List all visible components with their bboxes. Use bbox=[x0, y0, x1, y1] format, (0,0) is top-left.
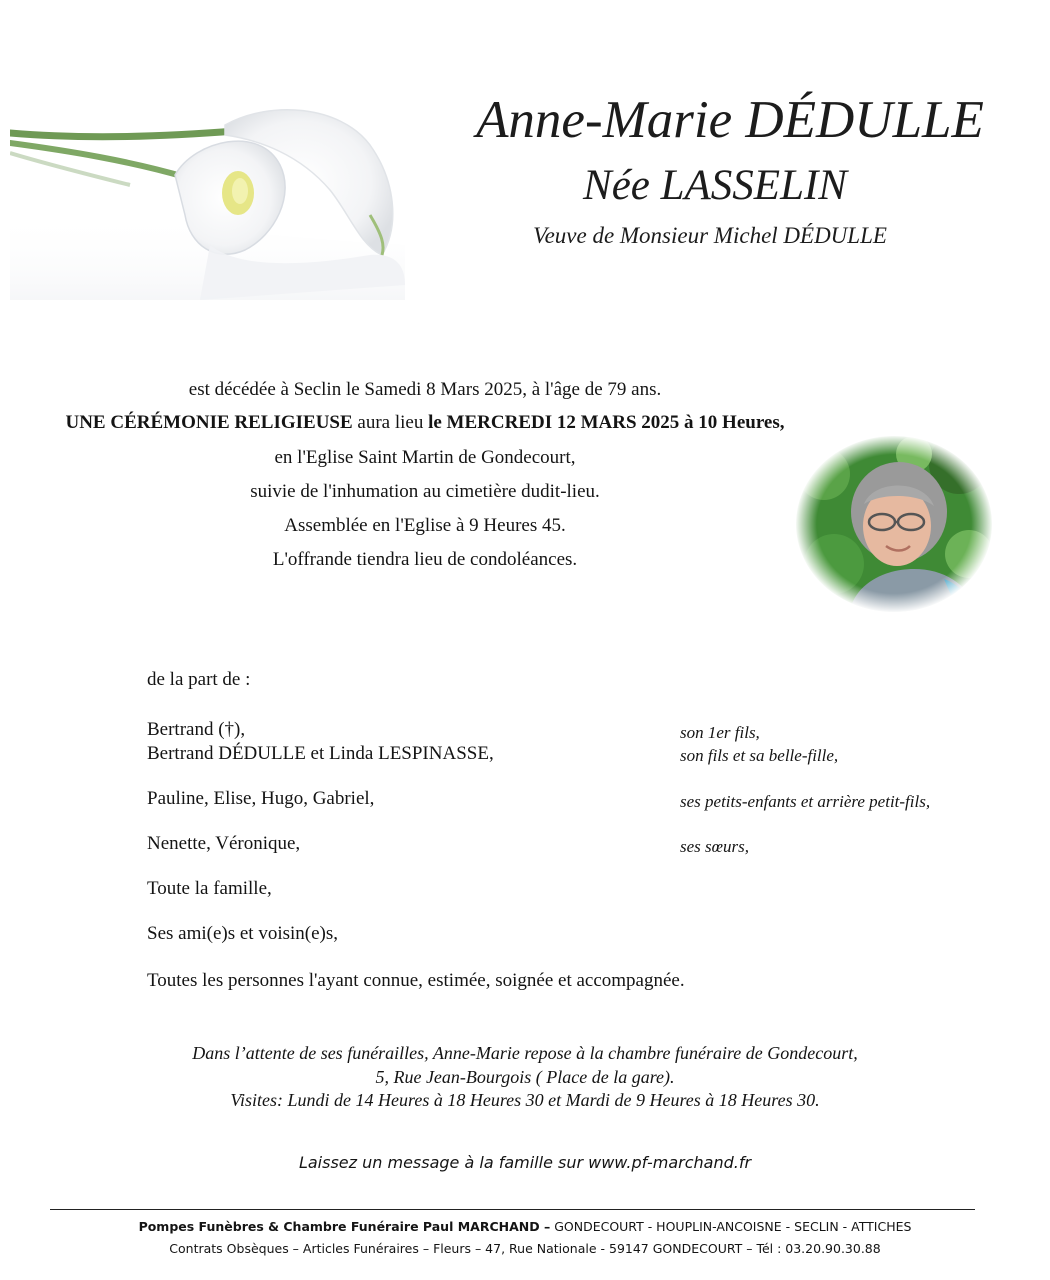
family-member-name: Toute la famille, bbox=[147, 878, 272, 899]
funeral-home-address: 5, Rue Jean-Bourgois ( Place de la gare). bbox=[375, 1067, 675, 1087]
church-line: en l'Eglise Saint Martin de Gondecourt, bbox=[274, 447, 576, 468]
funeral-home-line: Dans l’attente de ses funérailles, Anne-Marie repose à la chambre funéraire de Gondecourt, bbox=[192, 1043, 858, 1063]
offering-line: L'offrande tiendra lieu de condoléances. bbox=[272, 549, 578, 570]
assembly-line: Assemblée en l'Eglise à 9 Heures 45. bbox=[284, 515, 566, 536]
family-member-name: Bertrand DÉDULLE et Linda LESPINASSE, bbox=[147, 743, 494, 764]
family-member-name: Pauline, Elise, Hugo, Gabriel, bbox=[147, 788, 375, 809]
widow-of-line: Veuve de Monsieur Michel DÉDULLE bbox=[533, 223, 887, 248]
family-member-name: Bertrand (†), bbox=[147, 719, 246, 740]
family-member-relation: son 1er fils, bbox=[680, 723, 760, 742]
family-member-name: Toutes les personnes l'ayant connue, estimée, soignée et accompagnée. bbox=[147, 970, 685, 991]
birth-name: Née LASSELIN bbox=[583, 162, 847, 209]
family-member-relation: son fils et sa belle-fille, bbox=[680, 746, 839, 765]
footer-divider bbox=[50, 1209, 975, 1210]
ceremony-connector: aura lieu bbox=[352, 412, 429, 433]
family-member-relation: ses sœurs, bbox=[680, 837, 749, 856]
deceased-name: Anne-Marie DÉDULLE bbox=[476, 91, 984, 149]
family-member-name: Ses ami(e)s et voisin(e)s, bbox=[147, 923, 339, 944]
footer-locations: GONDECOURT - HOUPLIN-ANCOISNE - SECLIN - ATTICHES bbox=[550, 1219, 912, 1234]
calla-lily-image bbox=[10, 95, 405, 300]
from-label: de la part de : bbox=[147, 669, 251, 690]
ceremony-title: UNE CÉRÉMONIE RELIGIEUSE bbox=[65, 412, 353, 433]
visiting-hours: Visites: Lundi de 14 Heures à 18 Heures 30 et Mardi de 9 Heures à 18 Heures 30. bbox=[230, 1090, 820, 1110]
footer-services-line: Contrats Obsèques – Articles Funéraires – Fleurs – 47, Rue Nationale - 59147 GONDECOURT – Tél : 03.20.90.30.88 bbox=[169, 1241, 881, 1256]
ceremony-date: le MERCREDI 12 MARS 2025 à 10 Heures, bbox=[428, 412, 785, 433]
footer-company-line bbox=[0, 1217, 1050, 1237]
family-member-name: Nenette, Véronique, bbox=[147, 833, 301, 854]
death-announcement-line: est décédée à Seclin le Samedi 8 Mars 2025, à l'âge de 79 ans. bbox=[188, 379, 662, 400]
ceremony-line bbox=[20, 406, 830, 440]
portrait-photo bbox=[794, 434, 994, 614]
burial-line: suivie de l'inhumation au cimetière dudit-lieu. bbox=[250, 481, 600, 502]
footer-company-name: Pompes Funèbres & Chambre Funéraire Paul MARCHAND – bbox=[138, 1219, 551, 1234]
family-member-relation: ses petits-enfants et arrière petit-fils, bbox=[680, 792, 931, 811]
condolence-website-message: Laissez un message à la famille sur www.pf-marchand.fr bbox=[298, 1153, 752, 1172]
